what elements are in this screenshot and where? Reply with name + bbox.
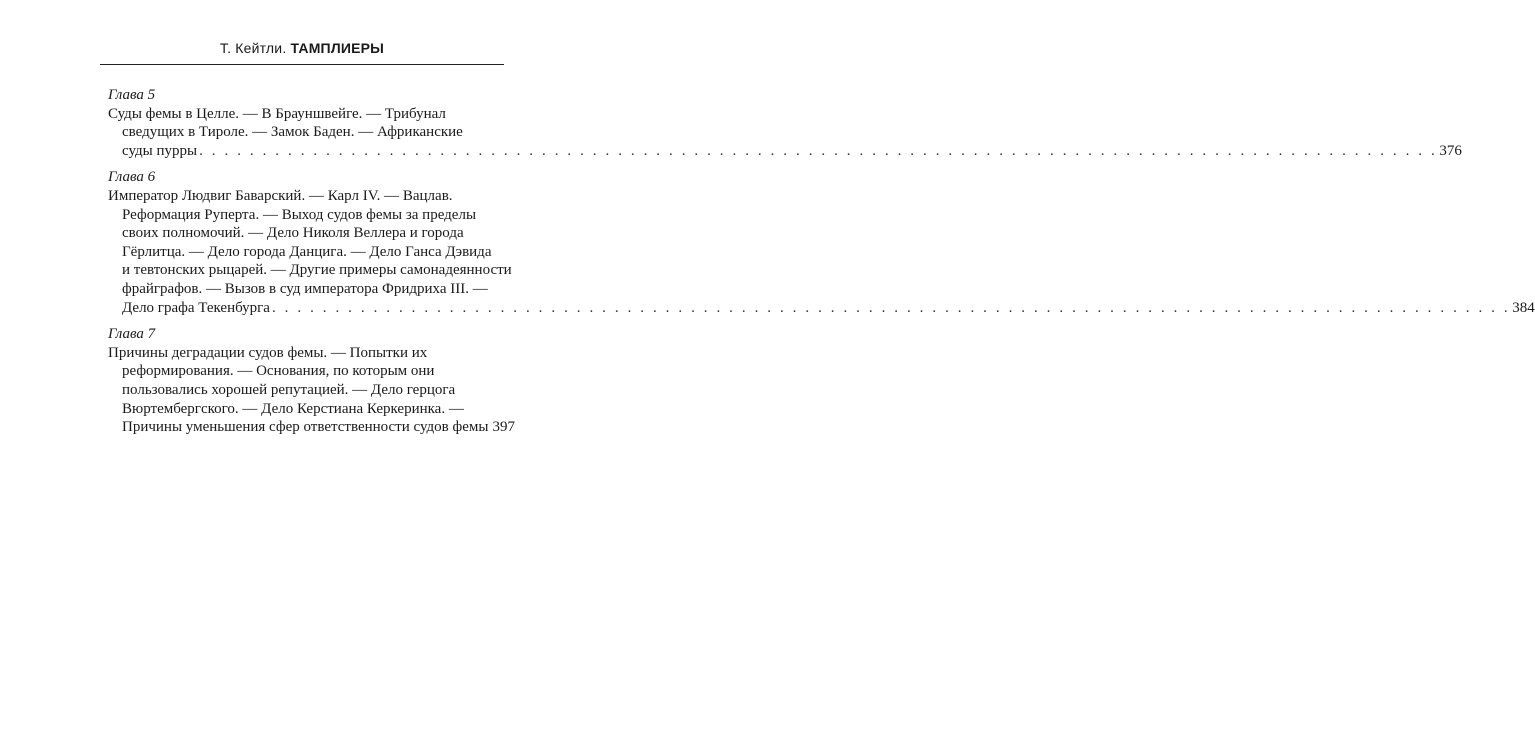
entry-last-line: [108, 299, 1535, 318]
page-number: 376: [1439, 142, 1462, 159]
table-of-contents: [108, 86, 1535, 445]
entry-line: Суды фемы в Целле. — В Брауншвейге. — Трибунал: [108, 105, 446, 122]
toc-chapter-5: [108, 86, 1462, 160]
entry-line: Дело графа Текенбурга: [122, 299, 270, 316]
chapter-label: Глава 6: [108, 169, 156, 186]
running-head: [100, 40, 504, 56]
entry-line: Причины деградации судов фемы. — Попытки их: [108, 344, 428, 361]
running-head-author: Т. Кейтли.: [219, 40, 287, 56]
header-rule: [100, 64, 504, 65]
entry-last-line: [108, 142, 1462, 161]
page-number: 384: [1512, 299, 1535, 316]
toc-chapter-7: [108, 325, 515, 437]
entry-line: Причины уменьшения сфер ответственности судов фемы: [122, 419, 489, 436]
page-number: 397: [492, 419, 515, 436]
entry-line: Реформация Руперта. — Выход судов фемы за пределы: [122, 206, 477, 223]
dot-leader: . . . . . . . . . . . . . . . . . . . . . . . . . . . . . . . . . . . . . . . . . . . . . . . . . . . . . . . . . . . . . . . . . . . . . . . . . . . . . . . . . . . . . . . . . . . . . . . . . .: [199, 142, 1438, 159]
entry-line: Император Людвиг Баварский. — Карл IV. — Вацлав.: [108, 187, 453, 204]
entry-line: фрайграфов. — Вызов в суд императора Фридриха III. —: [122, 280, 488, 297]
chapter-label: Глава 5: [108, 87, 156, 103]
entry-line: реформирования. — Основания, по которым они: [122, 363, 435, 380]
running-head-title: ТАМПЛИЕРЫ: [290, 40, 385, 56]
entry-line: Вюртембергского. — Дело Керстиана Керкеринка. —: [122, 400, 464, 417]
entry-line: суды пурры: [122, 142, 198, 159]
chapter-label: Глава 7: [108, 326, 156, 343]
entry-line: и тевтонских рыцарей. — Другие примеры самонадеянности: [122, 262, 512, 279]
dot-leader: . . . . . . . . . . . . . . . . . . . . . . . . . . . . . . . . . . . . . . . . . . . . . . . . . . . . . . . . . . . . . . . . . . . . . . . . . . . . . . . . . . . . . . . . . . . . . . . . . .: [271, 299, 1511, 316]
toc-chapter-6: [108, 168, 1535, 317]
entry-last-line: [108, 418, 515, 437]
entry-line: Гёрлитца. — Дело города Данцига. — Дело Ганса Дэвида: [122, 243, 492, 260]
entry-line: своих полномочий. — Дело Николя Веллера и города: [122, 225, 464, 242]
entry-line: сведущих в Тироле. — Замок Баден. — Африканские: [122, 124, 463, 141]
entry-line: пользовались хорошей репутацией. — Дело герцога: [122, 381, 456, 398]
